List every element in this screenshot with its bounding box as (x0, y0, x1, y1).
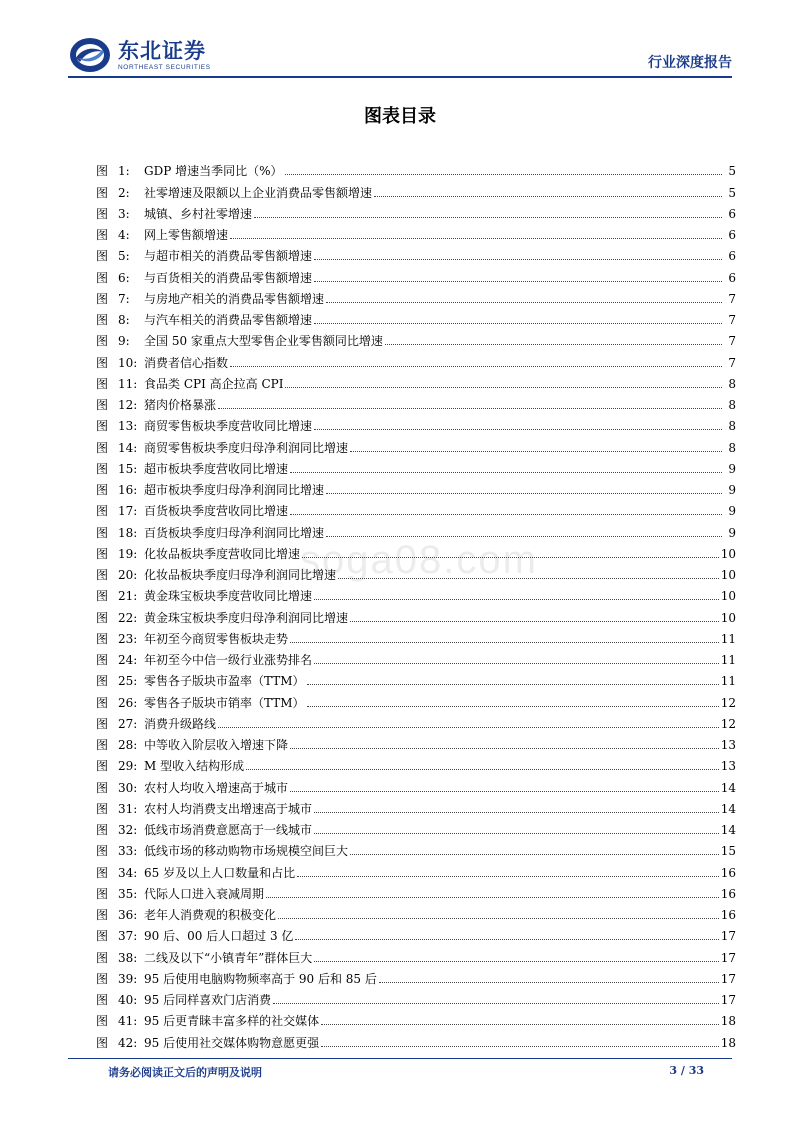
toc-figure-number: 25: (118, 674, 138, 689)
toc-figure-number: 27: (118, 716, 138, 731)
toc-page-number: 14 (720, 823, 736, 837)
figure-table-of-contents (96, 158, 736, 1051)
toc-figure-label: 图 (96, 376, 109, 391)
toc-figure-label: 图 (96, 844, 109, 859)
toc-entry[interactable] (96, 987, 736, 1008)
toc-figure-number: 10: (118, 355, 138, 370)
toc-page-number: 15 (720, 844, 736, 859)
toc-figure-label: 图 (96, 631, 109, 646)
toc-entry[interactable] (96, 732, 736, 753)
toc-figure-title: 黄金珠宝板块季度归母净利润同比增速 (144, 610, 349, 625)
toc-entry[interactable] (96, 541, 736, 562)
toc-figure-title: 商贸零售板块季度归母净利润同比增速 (144, 440, 349, 455)
toc-figure-label: 图 (96, 419, 109, 434)
toc-figure-title: 食品类 CPI 高企拉高 CPI (144, 376, 284, 391)
toc-page-number: 10 (720, 610, 736, 625)
toc-page-number: 16 (720, 886, 736, 901)
watermark-text: soga08.com (300, 538, 538, 582)
toc-entry[interactable] (96, 626, 736, 647)
toc-dot-leader (218, 727, 719, 728)
toc-figure-number: 26: (118, 695, 138, 710)
toc-figure-title: 90 后、00 后人口超过 3 亿 (144, 929, 294, 944)
toc-figure-number: 15: (118, 461, 138, 476)
toc-page-number: 9 (728, 504, 736, 519)
toc-figure-number: 1: (118, 164, 130, 179)
toc-dot-leader (278, 918, 719, 919)
toc-page-number: 10 (720, 589, 736, 604)
toc-entry[interactable] (96, 371, 736, 392)
toc-entry[interactable] (96, 498, 736, 519)
toc-page-number: 6 (728, 206, 736, 221)
toc-figure-number: 19: (118, 546, 138, 561)
page-number: 3 / 33 (669, 1064, 704, 1077)
toc-figure-label: 图 (96, 993, 109, 1007)
toc-entry[interactable] (96, 1008, 736, 1029)
toc-figure-number: 3: (118, 206, 130, 221)
toc-figure-number: 16: (118, 483, 138, 497)
toc-figure-label: 图 (96, 504, 109, 519)
toc-figure-label: 图 (96, 610, 109, 625)
toc-page-number: 14 (720, 801, 736, 816)
toc-entry[interactable] (96, 179, 736, 200)
toc-figure-title: 低线市场消费意愿高于一线城市 (144, 823, 313, 837)
toc-entry[interactable] (96, 307, 736, 328)
toc-figure-number: 41: (118, 1014, 138, 1029)
toc-entry[interactable] (96, 647, 736, 668)
toc-figure-title: 消费升级路线 (144, 716, 217, 731)
toc-figure-number: 39: (118, 971, 138, 986)
toc-dot-leader (295, 939, 718, 940)
toc-figure-label: 图 (96, 695, 109, 710)
toc-figure-label: 图 (96, 185, 109, 200)
toc-figure-title: 与超市相关的消费品零售额增速 (144, 249, 313, 264)
brand-name-en: NORTHEAST SECURITIES (118, 63, 211, 71)
toc-figure-title: 零售各子版块市销率（TTM） (144, 695, 305, 710)
toc-entry[interactable] (96, 413, 736, 434)
toc-page-number: 7 (728, 355, 736, 370)
toc-figure-number: 30: (118, 780, 138, 795)
toc-figure-title: 百货板块季度营收同比增速 (144, 504, 289, 519)
toc-figure-label: 图 (96, 568, 109, 582)
toc-page-number: 13 (720, 738, 736, 752)
toc-dot-leader (290, 642, 719, 643)
toc-figure-number: 20: (118, 568, 138, 582)
toc-entry[interactable] (96, 774, 736, 795)
toc-figure-number: 6: (118, 270, 130, 285)
toc-figure-title: 年初至今商贸零售板块走势 (144, 631, 289, 646)
toc-figure-label: 图 (96, 716, 109, 731)
toc-figure-title: 95 后同样喜欢门店消费 (144, 993, 272, 1007)
toc-figure-number: 8: (118, 313, 130, 327)
toc-entry[interactable] (96, 434, 736, 455)
toc-figure-title: 农村人均收入增速高于城市 (144, 780, 289, 795)
toc-dot-leader (273, 1003, 719, 1004)
toc-dot-leader (307, 706, 719, 707)
toc-entry[interactable] (96, 519, 736, 540)
toc-dot-leader (302, 557, 719, 558)
toc-figure-label: 图 (96, 929, 109, 944)
toc-dot-leader (314, 429, 722, 430)
footer-divider (68, 1058, 732, 1059)
toc-figure-label: 图 (96, 313, 109, 327)
toc-page-number: 17 (720, 993, 736, 1007)
toc-figure-title: 超市板块季度营收同比增速 (144, 461, 289, 476)
toc-dot-leader (350, 854, 719, 855)
toc-dot-leader (307, 684, 719, 685)
toc-figure-number: 13: (118, 419, 138, 434)
toc-figure-label: 图 (96, 546, 109, 561)
toc-figure-title: 化妆品板块季度归母净利润同比增速 (144, 568, 337, 582)
toc-page-number: 5 (728, 164, 736, 179)
header-divider (68, 76, 732, 78)
toc-figure-number: 36: (118, 908, 138, 922)
toc-figure-number: 21: (118, 589, 138, 604)
toc-entry[interactable] (96, 902, 736, 923)
toc-dot-leader (314, 663, 719, 664)
toc-figure-label: 图 (96, 780, 109, 795)
toc-entry[interactable] (96, 392, 736, 413)
toc-figure-title: 社零增速及限额以上企业消费品零售额增速 (144, 185, 373, 200)
toc-entry[interactable] (96, 796, 736, 817)
toc-dot-leader (314, 812, 719, 813)
toc-dot-leader (321, 1046, 719, 1047)
toc-figure-title: 商贸零售板块季度营收同比增速 (144, 419, 313, 434)
company-logo (68, 36, 211, 74)
toc-figure-label: 图 (96, 483, 109, 497)
toc-page-number: 5 (728, 185, 736, 200)
toc-figure-number: 18: (118, 525, 138, 540)
toc-figure-title: 零售各子版块市盈率（TTM） (144, 674, 305, 689)
toc-figure-title: 百货板块季度归母净利润同比增速 (144, 525, 325, 540)
toc-figure-label: 图 (96, 525, 109, 540)
toc-figure-label: 图 (96, 270, 109, 285)
toc-figure-number: 24: (118, 653, 138, 667)
toc-figure-number: 14: (118, 440, 138, 455)
toc-page-number: 18 (720, 1035, 736, 1050)
toc-entry[interactable] (96, 349, 736, 370)
toc-page-number: 8 (728, 419, 736, 434)
toc-dot-leader (218, 408, 722, 409)
toc-page-number: 13 (720, 759, 736, 774)
toc-dot-leader (290, 748, 719, 749)
toc-entry[interactable] (96, 222, 736, 243)
page-title: 图表目录 (364, 106, 436, 127)
toc-entry[interactable] (96, 201, 736, 222)
brand-logo-icon (68, 36, 112, 74)
toc-figure-title: 超市板块季度归母净利润同比增速 (144, 483, 325, 497)
toc-entry[interactable] (96, 668, 736, 689)
toc-entry[interactable] (96, 923, 736, 944)
toc-dot-leader (285, 387, 722, 388)
toc-entry[interactable] (96, 838, 736, 859)
toc-dot-leader (230, 366, 722, 367)
toc-dot-leader (314, 281, 722, 282)
toc-entry[interactable] (96, 944, 736, 965)
toc-entry[interactable] (96, 456, 736, 477)
toc-figure-title: 消费者信心指数 (144, 355, 229, 370)
toc-figure-label: 图 (96, 674, 109, 689)
toc-page-number: 14 (720, 780, 736, 795)
toc-figure-number: 9: (118, 334, 130, 349)
page-header (0, 0, 800, 80)
toc-figure-number: 7: (118, 291, 130, 306)
toc-figure-number: 23: (118, 631, 138, 646)
toc-entry[interactable] (96, 604, 736, 625)
toc-figure-title: 95 后使用电脑购物频率高于 90 后和 85 后 (144, 971, 377, 986)
toc-figure-number: 12: (118, 398, 138, 412)
toc-figure-number: 17: (118, 504, 138, 519)
toc-page-number: 18 (720, 1014, 736, 1029)
toc-figure-title: 低线市场的移动购物市场规模空间巨大 (144, 844, 349, 859)
toc-page-number: 10 (720, 568, 736, 582)
toc-figure-number: 4: (118, 228, 130, 242)
toc-entry[interactable] (96, 264, 736, 285)
toc-page-number: 11 (720, 674, 736, 689)
toc-page-number: 17 (720, 929, 736, 944)
toc-dot-leader (290, 514, 722, 515)
toc-figure-label: 图 (96, 334, 109, 349)
brand-name-cn: 东北证券 (118, 38, 206, 63)
toc-figure-label: 图 (96, 206, 109, 221)
toc-page-number: 11 (720, 653, 736, 667)
toc-page-number: 12 (720, 695, 736, 710)
toc-page-number: 6 (728, 228, 736, 242)
toc-entry[interactable] (96, 583, 736, 604)
toc-figure-label: 图 (96, 164, 109, 179)
toc-dot-leader (314, 599, 719, 600)
toc-entry[interactable] (96, 158, 736, 179)
toc-figure-title: 95 后更青睐丰富多样的社交媒体 (144, 1014, 320, 1029)
toc-page-number: 6 (728, 270, 736, 285)
toc-figure-number: 33: (118, 844, 138, 859)
toc-dot-leader (314, 259, 722, 260)
toc-figure-label: 图 (96, 398, 109, 412)
toc-entry[interactable] (96, 243, 736, 264)
disclaimer-note: 请务必阅读正文后的声明及说明 (108, 1066, 262, 1079)
toc-figure-label: 图 (96, 759, 109, 774)
toc-figure-title: 全国 50 家重点大型零售企业零售额同比增速 (144, 334, 383, 349)
toc-figure-title: 代际人口进入衰减周期 (144, 886, 265, 901)
toc-figure-title: 二线及以下“小镇青年”群体巨大 (144, 950, 313, 965)
toc-figure-title: 与房地产相关的消费品零售额增速 (144, 291, 325, 306)
toc-dot-leader (314, 323, 722, 324)
toc-figure-title: 农村人均消费支出增速高于城市 (144, 801, 313, 816)
toc-page-number: 7 (728, 313, 736, 327)
toc-figure-number: 34: (118, 865, 138, 880)
toc-figure-number: 40: (118, 993, 138, 1007)
toc-dot-leader (290, 472, 722, 473)
toc-page-number: 6 (728, 249, 736, 264)
toc-dot-leader (297, 876, 719, 877)
toc-figure-number: 42: (118, 1035, 138, 1050)
toc-figure-number: 11: (118, 376, 138, 391)
toc-dot-leader (285, 174, 723, 175)
toc-figure-title: 黄金珠宝板块季度营收同比增速 (144, 589, 313, 604)
toc-entry[interactable] (96, 817, 736, 838)
toc-dot-leader (290, 791, 719, 792)
toc-dot-leader (230, 238, 722, 239)
toc-figure-title: 与百货相关的消费品零售额增速 (144, 270, 313, 285)
toc-dot-leader (326, 536, 722, 537)
toc-figure-label: 图 (96, 440, 109, 455)
toc-figure-title: 城镇、乡村社零增速 (144, 206, 253, 221)
toc-figure-label: 图 (96, 950, 109, 965)
toc-page-number: 8 (728, 440, 736, 455)
toc-page-number: 16 (720, 908, 736, 922)
toc-figure-label: 图 (96, 589, 109, 604)
toc-dot-leader (350, 621, 719, 622)
toc-entry[interactable] (96, 562, 736, 583)
toc-figure-label: 图 (96, 971, 109, 986)
toc-figure-title: 65 岁及以上人口数量和占比 (144, 865, 296, 880)
toc-entry[interactable] (96, 859, 736, 880)
toc-page-number: 7 (728, 334, 736, 349)
toc-figure-title: 95 后使用社交媒体购物意愿更强 (144, 1035, 320, 1050)
toc-dot-leader (266, 897, 719, 898)
toc-figure-number: 29: (118, 759, 138, 774)
toc-dot-leader (350, 451, 722, 452)
toc-entry[interactable] (96, 881, 736, 902)
toc-figure-label: 图 (96, 461, 109, 476)
toc-page-number: 8 (728, 398, 736, 412)
toc-figure-title: 中等收入阶层收入增速下降 (144, 738, 289, 752)
toc-entry[interactable] (96, 966, 736, 987)
toc-figure-label: 图 (96, 823, 109, 837)
toc-figure-number: 35: (118, 886, 138, 901)
toc-dot-leader (326, 302, 722, 303)
toc-figure-number: 31: (118, 801, 138, 816)
toc-dot-leader (321, 1024, 719, 1025)
toc-figure-title: 网上零售额增速 (144, 228, 229, 242)
toc-dot-leader (374, 196, 722, 197)
toc-figure-label: 图 (96, 653, 109, 667)
toc-figure-number: 38: (118, 950, 138, 965)
toc-page-number: 16 (720, 865, 736, 880)
toc-figure-label: 图 (96, 291, 109, 306)
toc-figure-title: 化妆品板块季度营收同比增速 (144, 546, 301, 561)
toc-page-number: 17 (720, 971, 736, 986)
toc-entry[interactable] (96, 328, 736, 349)
toc-page-number: 9 (728, 461, 736, 476)
toc-figure-label: 图 (96, 908, 109, 922)
toc-page-number: 17 (720, 950, 736, 965)
toc-figure-title: GDP 增速当季同比（%） (144, 164, 283, 179)
toc-figure-label: 图 (96, 355, 109, 370)
toc-entry[interactable] (96, 689, 736, 710)
toc-entry[interactable] (96, 286, 736, 307)
toc-page-number: 9 (728, 525, 736, 540)
toc-figure-title: M 型收入结构形成 (144, 759, 245, 774)
toc-dot-leader (254, 217, 722, 218)
toc-figure-label: 图 (96, 1014, 109, 1029)
toc-entry[interactable] (96, 711, 736, 732)
toc-figure-number: 5: (118, 249, 130, 264)
toc-figure-number: 28: (118, 738, 138, 752)
toc-figure-label: 图 (96, 738, 109, 752)
toc-dot-leader (338, 578, 719, 579)
toc-dot-leader (385, 344, 722, 345)
toc-page-number: 12 (720, 716, 736, 731)
toc-page-number: 9 (728, 483, 736, 497)
toc-entry[interactable] (96, 477, 736, 498)
toc-entry[interactable] (96, 753, 736, 774)
toc-figure-title: 与汽车相关的消费品零售额增速 (144, 313, 313, 327)
toc-figure-label: 图 (96, 228, 109, 242)
toc-figure-label: 图 (96, 865, 109, 880)
toc-page-number: 10 (720, 546, 736, 561)
toc-page-number: 11 (720, 631, 736, 646)
toc-page-number: 8 (728, 376, 736, 391)
toc-figure-number: 22: (118, 610, 138, 625)
toc-figure-number: 32: (118, 823, 138, 837)
toc-figure-label: 图 (96, 886, 109, 901)
toc-figure-number: 2: (118, 185, 130, 200)
toc-dot-leader (246, 769, 719, 770)
toc-dot-leader (326, 493, 722, 494)
toc-figure-title: 年初至今中信一级行业涨势排名 (144, 653, 313, 667)
toc-figure-number: 37: (118, 929, 138, 944)
toc-dot-leader (314, 833, 719, 834)
toc-figure-label: 图 (96, 801, 109, 816)
toc-figure-label: 图 (96, 1035, 109, 1050)
toc-figure-title: 老年人消费观的积极变化 (144, 908, 277, 922)
toc-dot-leader (314, 961, 718, 962)
toc-dot-leader (379, 982, 719, 983)
toc-page-number: 7 (728, 291, 736, 306)
report-type-label: 行业深度报告 (648, 55, 732, 71)
toc-figure-label: 图 (96, 249, 109, 264)
toc-entry[interactable] (96, 1029, 736, 1050)
toc-figure-title: 猪肉价格暴涨 (144, 398, 217, 412)
